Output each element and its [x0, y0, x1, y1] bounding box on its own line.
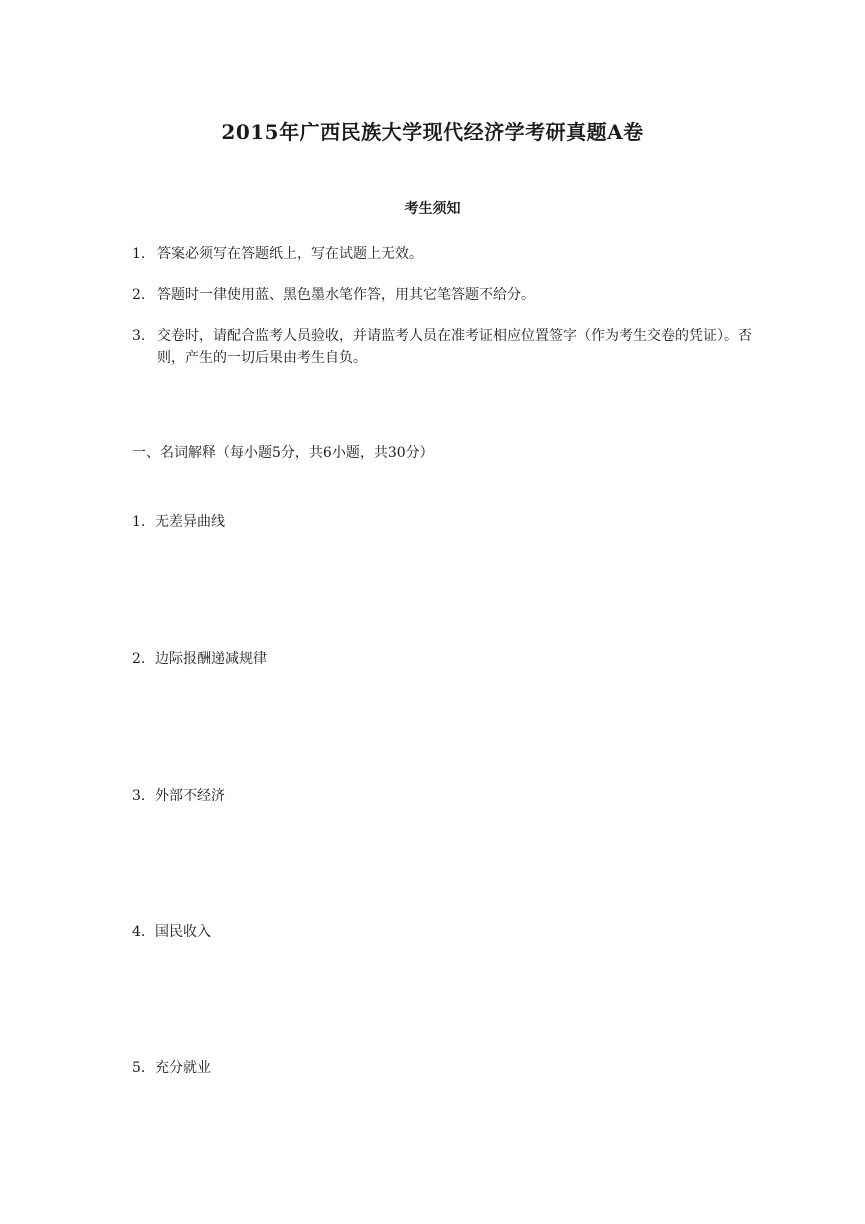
notice-item	[132, 284, 752, 306]
notice-item-number: 3.	[132, 328, 146, 344]
notice-item-text: 答题时一律使用蓝、黑色墨水笔作答，用其它笔答题不给分。	[157, 287, 535, 303]
notice-item-text: 答案必须写在答题纸上，写在试题上无效。	[157, 246, 423, 262]
question-number: 1.	[132, 514, 146, 530]
page-title: 2015年广西民族大学现代经济学考研真题A卷	[221, 120, 644, 144]
notice-item-text: 交卷时，请配合监考人员验收，并请监考人员在准考证相应位置签字（作为考生交卷的凭证）。否则，产生的一切后果由考生自负。	[157, 328, 752, 366]
question-text: 外部不经济	[155, 788, 225, 804]
notice-item-number: 1.	[132, 246, 146, 262]
question-item	[132, 648, 267, 668]
section-title: 一、名词解释（每小题5分，共6小题，共30分）	[132, 445, 434, 461]
question-number: 3.	[132, 788, 146, 804]
question-item	[132, 921, 211, 941]
notice-item	[132, 243, 752, 265]
question-text: 国民收入	[155, 924, 211, 940]
notice-item	[132, 325, 752, 369]
question-text: 边际报酬递减规律	[155, 651, 267, 667]
question-item	[132, 785, 225, 805]
question-number: 4.	[132, 924, 146, 940]
question-item	[132, 511, 225, 531]
question-number: 2.	[132, 651, 146, 667]
notice-list	[132, 243, 752, 388]
question-text: 无差异曲线	[155, 514, 225, 530]
question-text: 充分就业	[155, 1060, 211, 1076]
notice-heading: 考生须知	[404, 201, 461, 217]
question-number: 5.	[132, 1060, 146, 1076]
notice-item-number: 2.	[132, 287, 146, 303]
question-item	[132, 1057, 211, 1077]
